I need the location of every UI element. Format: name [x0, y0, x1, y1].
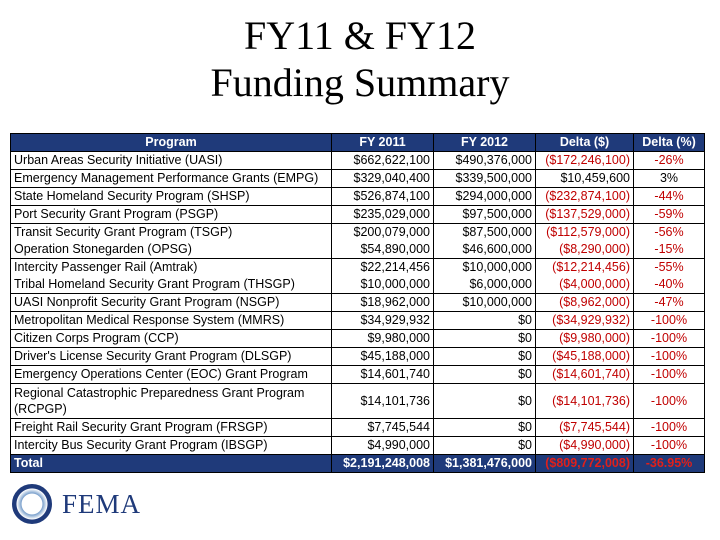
table-row	[11, 312, 705, 330]
table-row	[11, 384, 705, 419]
delta-dollars: ($14,101,736)	[536, 384, 634, 419]
delta-percent: -44%	[634, 188, 705, 206]
program-name: Transit Security Grant Program (TSGP)	[11, 224, 332, 242]
table-row	[11, 366, 705, 384]
fy2011-value: $14,101,736	[332, 384, 434, 419]
delta-percent: -100%	[634, 312, 705, 330]
delta-dollars: ($232,874,100)	[536, 188, 634, 206]
col-delta-dollars: Delta ($)	[536, 134, 634, 152]
delta-dollars: ($8,290,000)	[536, 241, 634, 259]
program-name: UASI Nonprofit Security Grant Program (NSGP)	[11, 294, 332, 312]
fy2011-value: $7,745,544	[332, 419, 434, 437]
table-row	[11, 276, 705, 294]
program-name: Emergency Management Performance Grants (EMPG)	[11, 170, 332, 188]
table-row	[11, 241, 705, 259]
fy2011-value: $200,079,000	[332, 224, 434, 242]
delta-dollars: ($45,188,000)	[536, 348, 634, 366]
fy2012-value: $6,000,000	[434, 276, 536, 294]
slide-title	[0, 12, 720, 106]
fy2012-value: $0	[434, 366, 536, 384]
table-row	[11, 330, 705, 348]
delta-dollars: ($7,745,544)	[536, 419, 634, 437]
title-line-2: Funding Summary	[210, 60, 510, 105]
dhs-seal-icon	[12, 484, 52, 524]
fy2012-value: $0	[434, 437, 536, 455]
table-row	[11, 224, 705, 242]
total-fy2012: $1,381,476,000	[434, 455, 536, 473]
fy2011-value: $526,874,100	[332, 188, 434, 206]
delta-percent: -100%	[634, 348, 705, 366]
table-row	[11, 348, 705, 366]
program-name: Regional Catastrophic Preparedness Grant Program (RCPGP)	[11, 384, 332, 419]
table-row	[11, 170, 705, 188]
fy2011-value: $235,029,000	[332, 206, 434, 224]
program-name: Tribal Homeland Security Grant Program (THSGP)	[11, 276, 332, 294]
fy2012-value: $294,000,000	[434, 188, 536, 206]
program-name: Port Security Grant Program (PSGP)	[11, 206, 332, 224]
total-delta-dollars: ($809,772,008)	[536, 455, 634, 473]
delta-percent: -100%	[634, 384, 705, 419]
fy2012-value: $339,500,000	[434, 170, 536, 188]
delta-dollars: ($112,579,000)	[536, 224, 634, 242]
delta-percent: -15%	[634, 241, 705, 259]
total-delta-percent: -36.95%	[634, 455, 705, 473]
program-name: Emergency Operations Center (EOC) Grant Program	[11, 366, 332, 384]
fy2011-value: $329,040,400	[332, 170, 434, 188]
delta-percent: -55%	[634, 259, 705, 277]
col-delta-percent: Delta (%)	[634, 134, 705, 152]
table-row	[11, 294, 705, 312]
delta-dollars: ($137,529,000)	[536, 206, 634, 224]
delta-percent: -26%	[634, 152, 705, 170]
fy2012-value: $10,000,000	[434, 259, 536, 277]
table-row	[11, 188, 705, 206]
fy2011-value: $4,990,000	[332, 437, 434, 455]
delta-dollars: ($4,990,000)	[536, 437, 634, 455]
col-program: Program	[11, 134, 332, 152]
program-name: Intercity Bus Security Grant Program (IBSGP)	[11, 437, 332, 455]
fy2011-value: $22,214,456	[332, 259, 434, 277]
total-fy2011: $2,191,248,008	[332, 455, 434, 473]
table-header	[11, 134, 705, 152]
fy2012-value: $46,600,000	[434, 241, 536, 259]
table-row	[11, 206, 705, 224]
fy2012-value: $10,000,000	[434, 294, 536, 312]
delta-dollars: ($172,246,100)	[536, 152, 634, 170]
fy2012-value: $0	[434, 330, 536, 348]
delta-percent: -59%	[634, 206, 705, 224]
program-name: Urban Areas Security Initiative (UASI)	[11, 152, 332, 170]
delta-dollars: ($34,929,932)	[536, 312, 634, 330]
fy2011-value: $14,601,740	[332, 366, 434, 384]
program-name: State Homeland Security Program (SHSP)	[11, 188, 332, 206]
delta-dollars: $10,459,600	[536, 170, 634, 188]
col-fy2011: FY 2011	[332, 134, 434, 152]
fy2012-value: $97,500,000	[434, 206, 536, 224]
fy2011-value: $18,962,000	[332, 294, 434, 312]
fy2012-value: $490,376,000	[434, 152, 536, 170]
fy2011-value: $10,000,000	[332, 276, 434, 294]
title-line-1: FY11 & FY12	[244, 13, 476, 58]
program-name: Citizen Corps Program (CCP)	[11, 330, 332, 348]
program-name: Metropolitan Medical Response System (MMRS)	[11, 312, 332, 330]
table-row	[11, 437, 705, 455]
col-fy2012: FY 2012	[434, 134, 536, 152]
program-name: Intercity Passenger Rail (Amtrak)	[11, 259, 332, 277]
delta-percent: -100%	[634, 419, 705, 437]
fy2012-value: $0	[434, 419, 536, 437]
fema-logo	[12, 484, 141, 524]
fy2011-value: $662,622,100	[332, 152, 434, 170]
delta-percent: -40%	[634, 276, 705, 294]
delta-percent: -47%	[634, 294, 705, 312]
total-row	[11, 455, 705, 473]
program-name: Operation Stonegarden (OPSG)	[11, 241, 332, 259]
program-name: Driver's License Security Grant Program (DLSGP)	[11, 348, 332, 366]
delta-dollars: ($14,601,740)	[536, 366, 634, 384]
fy2012-value: $0	[434, 384, 536, 419]
fy2011-value: $54,890,000	[332, 241, 434, 259]
delta-percent: -100%	[634, 330, 705, 348]
fy2012-value: $87,500,000	[434, 224, 536, 242]
fy2012-value: $0	[434, 312, 536, 330]
total-label: Total	[11, 455, 332, 473]
delta-dollars: ($9,980,000)	[536, 330, 634, 348]
table-row	[11, 259, 705, 277]
delta-percent: 3%	[634, 170, 705, 188]
table-row	[11, 152, 705, 170]
table-row	[11, 419, 705, 437]
funding-table	[10, 133, 705, 473]
fy2012-value: $0	[434, 348, 536, 366]
program-name: Freight Rail Security Grant Program (FRSGP)	[11, 419, 332, 437]
fy2011-value: $9,980,000	[332, 330, 434, 348]
delta-percent: -100%	[634, 437, 705, 455]
delta-dollars: ($12,214,456)	[536, 259, 634, 277]
fy2011-value: $45,188,000	[332, 348, 434, 366]
delta-dollars: ($4,000,000)	[536, 276, 634, 294]
delta-dollars: ($8,962,000)	[536, 294, 634, 312]
delta-percent: -100%	[634, 366, 705, 384]
delta-percent: -56%	[634, 224, 705, 242]
fema-wordmark: FEMA	[62, 488, 142, 519]
fy2011-value: $34,929,932	[332, 312, 434, 330]
